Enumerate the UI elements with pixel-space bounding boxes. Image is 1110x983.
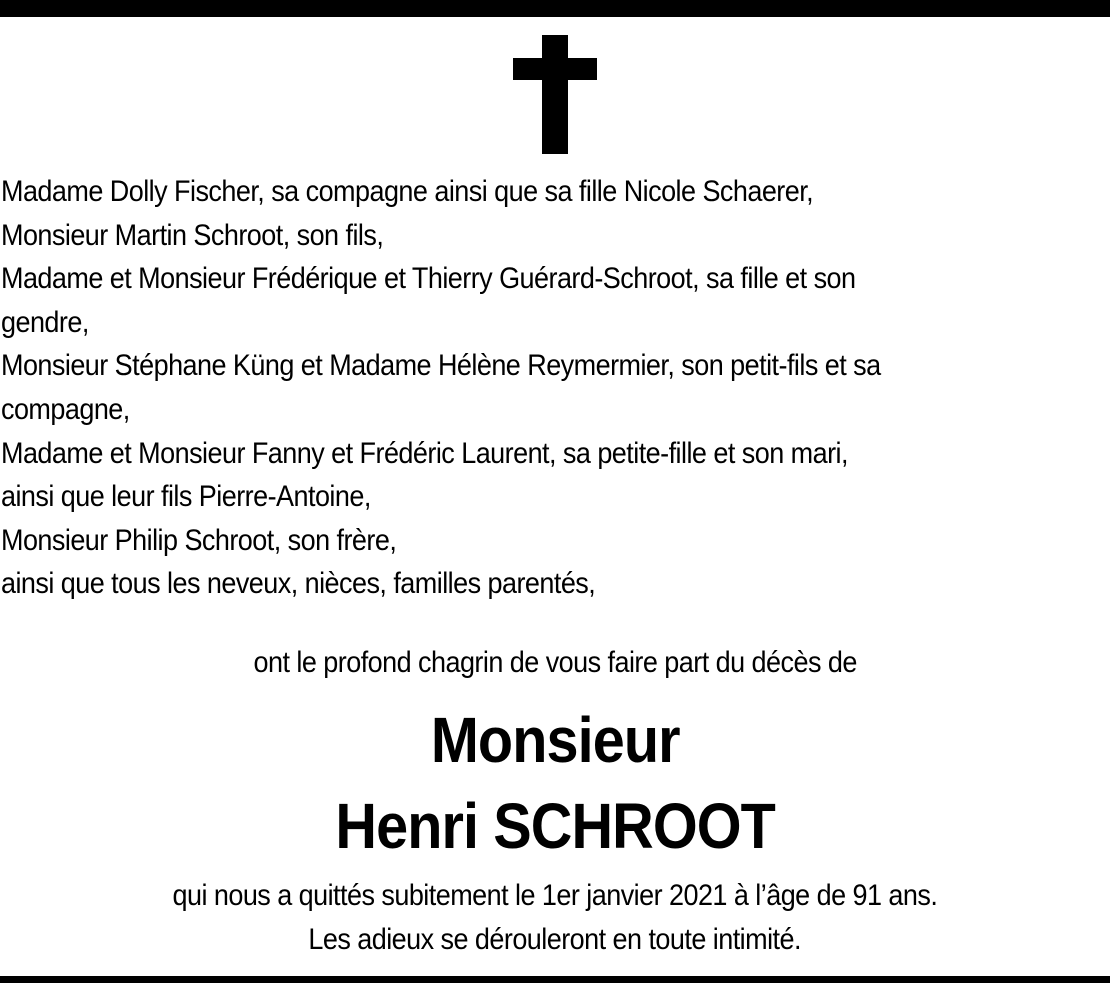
family-line: ainsi que tous les neveux, nièces, familles parentés,: [1, 567, 596, 601]
cross-vertical-bar: [542, 35, 568, 154]
announcement-line: [0, 643, 1110, 683]
cross-horizontal-bar: [513, 58, 597, 80]
family-line: Madame Dolly Fischer, sa compagne ainsi que sa fille Nicole Schaerer,: [1, 175, 814, 208]
farewell-details: [0, 920, 1110, 960]
cross-icon: [513, 35, 597, 154]
family-line: compagne,: [1, 392, 130, 426]
farewell-details-text: Les adieux se dérouleront en toute intimité.: [308, 923, 802, 956]
deceased-name: [0, 788, 1110, 864]
deceased-title: [0, 702, 1110, 778]
family-line: Madame et Monsieur Frédérique et Thierry Guérard-Schroot, sa fille et son: [1, 262, 856, 296]
family-line: Monsieur Stéphane Küng et Madame Hélène Reymermier, son petit-fils et sa: [1, 349, 881, 383]
family-line: ainsi que leur fils Pierre-Antoine,: [1, 480, 371, 514]
announcement-text: ont le profond chagrin de vous faire part du décès de: [253, 646, 857, 679]
death-details-text: qui nous a quittés subitement le 1er janvier 2021 à l’âge de 91 ans.: [172, 879, 938, 912]
deceased-name-text: Henri SCHROOT: [335, 790, 775, 862]
family-line: gendre,: [1, 305, 89, 339]
death-details: [0, 876, 1110, 916]
family-line: Monsieur Martin Schroot, son fils,: [1, 218, 384, 252]
family-list: [1, 170, 1104, 606]
bottom-border: [0, 976, 1110, 983]
family-line: Madame et Monsieur Fanny et Frédéric Laurent, sa petite-fille et son mari,: [1, 436, 848, 470]
family-line: Monsieur Philip Schroot, son frère,: [1, 523, 397, 557]
top-border: [0, 0, 1110, 17]
deceased-title-text: Monsieur: [430, 704, 680, 776]
